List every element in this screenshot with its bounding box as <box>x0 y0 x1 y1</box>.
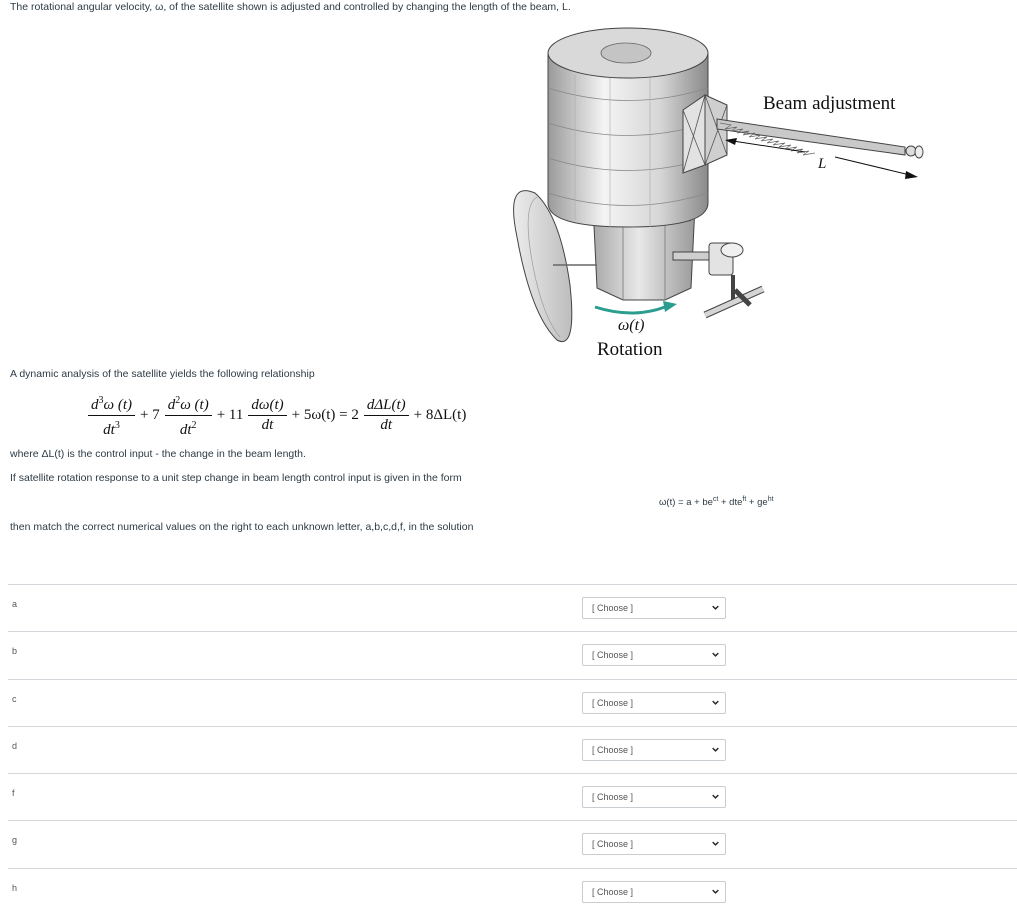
row-label: h <box>12 882 18 893</box>
formula-part-3: + ge <box>746 497 768 508</box>
row-label: d <box>12 740 18 751</box>
solution-formula <box>659 496 774 508</box>
omega-label: ω(t) <box>618 317 645 334</box>
choose-select-f[interactable] <box>582 786 726 808</box>
select-value: [ Choose ] <box>592 744 634 755</box>
match-row-f <box>8 773 1017 820</box>
eq-t2-num-sup: 2 <box>175 395 181 406</box>
chevron-down-icon <box>712 840 719 847</box>
eq-t3-num: dω(t) <box>248 397 286 416</box>
formula-exp-3: ht <box>767 496 774 503</box>
select-value: [ Choose ] <box>592 886 634 897</box>
match-row-b <box>8 631 1017 678</box>
satellite-figure <box>505 15 935 365</box>
eq-t2-den: dt <box>179 422 192 438</box>
row-label: f <box>12 788 15 799</box>
chevron-down-icon <box>712 651 719 658</box>
formula-exp-2: ft <box>742 496 747 503</box>
select-value: [ Choose ] <box>592 839 634 850</box>
beam-length-label: L <box>818 156 827 172</box>
eq-t2-num: d <box>167 397 176 413</box>
where-text: where ΔL(t) is the control input - the change in the beam length. <box>10 448 306 460</box>
formula-exp-1: ct <box>712 496 719 503</box>
select-value: [ Choose ] <box>592 650 634 661</box>
chevron-down-icon <box>712 604 719 611</box>
chevron-down-icon <box>712 746 719 753</box>
eq-t2-den-sup: 2 <box>191 420 197 431</box>
chevron-down-icon <box>712 793 719 800</box>
choose-select-c[interactable] <box>582 692 726 714</box>
eq-plus-11: + 11 <box>216 407 244 423</box>
eq-plus-5-equals-2: + 5ω(t) = 2 <box>291 407 359 423</box>
eq-t1-den: dt <box>103 422 115 438</box>
differential-equation <box>86 392 469 439</box>
beam-mount <box>683 95 727 173</box>
choose-select-b[interactable] <box>582 644 726 666</box>
choose-select-h[interactable] <box>582 881 726 903</box>
eq-t3-den: dt <box>261 417 274 433</box>
eq-t1-num-sup: 3 <box>98 395 104 406</box>
select-value: [ Choose ] <box>592 792 634 803</box>
select-value: [ Choose ] <box>592 697 634 708</box>
row-label: g <box>12 835 18 846</box>
chevron-down-icon <box>712 699 719 706</box>
eq-t1-num: d <box>91 397 99 413</box>
formula-part-2: + dte <box>718 497 743 508</box>
eq-t2-num-rest: ω (t) <box>180 397 209 413</box>
row-label: a <box>12 599 18 609</box>
eq-term-third-derivative <box>88 392 135 439</box>
if-text: If satellite rotation response to a unit step change in beam length control input is given in the form <box>10 472 462 484</box>
matching-rows <box>8 584 1017 915</box>
match-instructions: then match the correct numerical values on the right to each unknown letter, a,b,c,d,f, in the solution <box>10 521 474 533</box>
beam-adjustment-label: Beam adjustment <box>763 93 896 114</box>
eq-t4-den: dt <box>380 417 393 433</box>
eq-plus-7: + 7 <box>140 407 160 423</box>
match-row-c <box>8 679 1017 726</box>
rotation-label: Rotation <box>597 339 663 360</box>
match-row-d <box>8 726 1017 773</box>
choose-select-a[interactable] <box>582 597 726 619</box>
row-label: b <box>12 646 18 657</box>
eq-t4-num: dΔL(t) <box>364 397 409 416</box>
adjustable-beam <box>717 119 923 158</box>
rotation-arrow <box>595 301 677 313</box>
formula-part-1: ω(t) = a + be <box>659 497 713 508</box>
eq-term-second-derivative <box>165 392 212 439</box>
eq-term-input-derivative <box>364 397 409 434</box>
eq-term-first-derivative <box>248 397 286 434</box>
eq-plus-8: + 8ΔL(t) <box>413 407 467 423</box>
chevron-down-icon <box>712 888 719 895</box>
choose-select-d[interactable] <box>582 739 726 761</box>
row-label: c <box>12 693 17 704</box>
intro-text: The rotational angular velocity, ω, of the satellite shown is adjusted and controlled by changing the length of the beam, L. <box>10 1 571 13</box>
analysis-text: A dynamic analysis of the satellite yields the following relationship <box>10 368 315 380</box>
match-row-a <box>8 584 1017 631</box>
eq-t1-den-sup: 3 <box>114 420 120 431</box>
eq-t1-num-rest: ω (t) <box>103 397 132 413</box>
choose-select-g[interactable] <box>582 833 726 855</box>
select-value: [ Choose ] <box>592 603 634 613</box>
match-row-h <box>8 868 1017 915</box>
match-row-g <box>8 820 1017 867</box>
